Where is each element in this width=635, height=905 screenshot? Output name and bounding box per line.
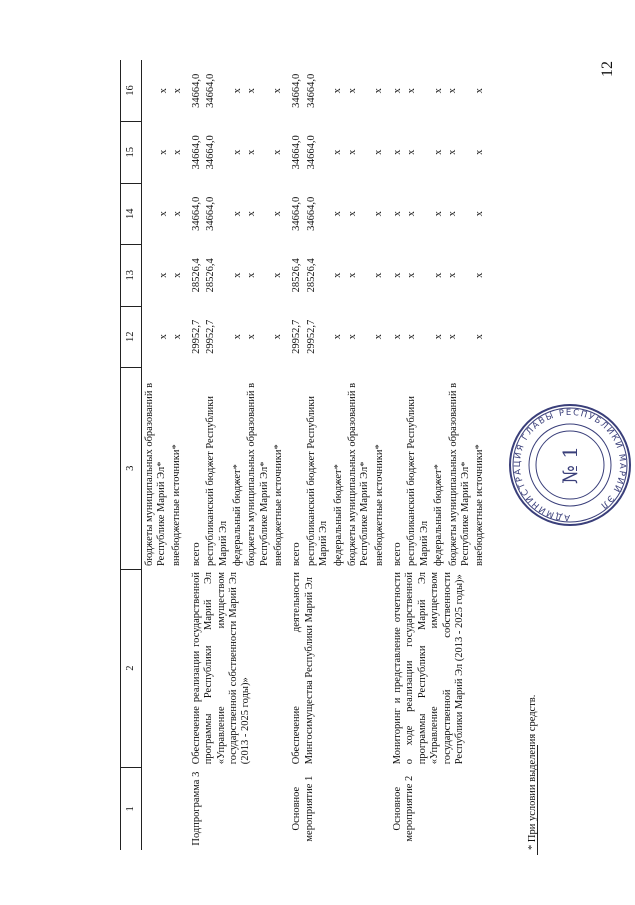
value-cell: x bbox=[231, 334, 243, 340]
value-cell: 34664,0 bbox=[291, 73, 303, 108]
value-cell: x bbox=[392, 88, 403, 94]
row-name: Обеспечение деятельности Мингосимущества Республики Марий Эл bbox=[291, 572, 315, 765]
value-cell: x bbox=[272, 149, 284, 155]
value-cell: x bbox=[158, 272, 169, 278]
value-cell: x bbox=[272, 211, 284, 217]
source-label: республиканский бюджет Республики Марий Эл bbox=[406, 396, 430, 567]
table-row-main-activity-2 bbox=[390, 60, 491, 850]
value-cell: x bbox=[406, 272, 418, 278]
value-cell: x bbox=[346, 211, 358, 217]
value-cell: x bbox=[372, 334, 384, 340]
value-cell: x bbox=[245, 272, 257, 278]
value-cell: x bbox=[473, 272, 485, 278]
stamp-number: № 1 bbox=[558, 445, 582, 485]
source-label: внебюджетные источники* bbox=[273, 444, 284, 567]
budget-table bbox=[120, 60, 491, 850]
value-cell: x bbox=[392, 334, 403, 340]
value-cell: x bbox=[432, 272, 444, 278]
value-cell: x bbox=[447, 88, 459, 94]
table-row-main-activity-1 bbox=[289, 60, 390, 850]
value-cell: x bbox=[406, 334, 418, 340]
value-cell: x bbox=[158, 334, 169, 340]
value-cell: x bbox=[432, 149, 444, 155]
source-label: федеральный бюджет* bbox=[231, 464, 243, 567]
header-col-2: 2 bbox=[121, 569, 142, 767]
row-label: Основное мероприятие 1 bbox=[291, 775, 315, 842]
value-cell: x bbox=[272, 334, 284, 340]
value-cell: x bbox=[372, 272, 384, 278]
footnote: * При условии выделения средств. bbox=[527, 694, 538, 850]
source-label: республиканский бюджет Республики Марий Эл bbox=[205, 396, 229, 567]
value-cell: x bbox=[406, 211, 418, 217]
header-col-16: 16 bbox=[121, 60, 142, 122]
value-cell: x bbox=[245, 88, 257, 94]
value-cell: x bbox=[332, 334, 344, 340]
value-cell: x bbox=[332, 211, 344, 217]
source-label: федеральный бюджет* bbox=[332, 464, 344, 567]
page-number: 12 bbox=[599, 61, 616, 77]
stamp-ring-text: АДМИНИСТРАЦИЯ ГЛАВЫ РЕСПУБЛИКИ МАРИЙ ЭЛ bbox=[512, 407, 628, 523]
source-label: внебюджетные источники* bbox=[474, 444, 486, 567]
value-cell: 34664,0 bbox=[305, 135, 317, 170]
header-col-12: 12 bbox=[121, 306, 142, 368]
value-cell: 34664,0 bbox=[291, 196, 303, 231]
value-cell: x bbox=[172, 272, 184, 278]
source-label: бюджеты муниципальных образований в Республике Марий Эл* bbox=[144, 382, 168, 567]
value-cell: x bbox=[172, 149, 184, 155]
source-label: всего bbox=[392, 542, 403, 567]
value-cell: 34664,0 bbox=[205, 73, 217, 108]
value-cell: x bbox=[372, 88, 384, 94]
value-cell: 28526,4 bbox=[205, 258, 217, 293]
value-cell: x bbox=[447, 334, 459, 340]
source-label: республиканский бюджет Республики Марий Эл bbox=[305, 396, 330, 567]
value-cell: 34664,0 bbox=[205, 135, 217, 170]
value-cell: x bbox=[392, 149, 403, 155]
value-cell: x bbox=[346, 88, 358, 94]
header-col-15: 15 bbox=[121, 122, 142, 184]
value-cell: x bbox=[172, 211, 184, 217]
value-cell: x bbox=[245, 211, 257, 217]
value-cell: 34664,0 bbox=[291, 135, 303, 170]
value-cell: x bbox=[231, 272, 243, 278]
value-cell: x bbox=[473, 149, 485, 155]
value-cell: x bbox=[372, 211, 384, 217]
row-label: Подпрограмма 3 bbox=[190, 771, 202, 846]
value-cell: x bbox=[447, 211, 459, 217]
source-label: внебюджетные источники* bbox=[373, 444, 385, 567]
header-col-1: 1 bbox=[121, 767, 142, 850]
header-col-3: 3 bbox=[121, 368, 142, 569]
value-cell: 29952,7 bbox=[291, 319, 303, 354]
value-cell: 29952,7 bbox=[205, 319, 217, 354]
value-cell: x bbox=[158, 88, 169, 94]
value-cell: 34664,0 bbox=[205, 196, 217, 231]
value-cell: 28526,4 bbox=[305, 258, 317, 293]
value-cell: x bbox=[447, 272, 459, 278]
value-cell: x bbox=[172, 334, 184, 340]
value-cell: x bbox=[473, 88, 485, 94]
value-cell: 28526,4 bbox=[190, 258, 202, 293]
value-cell: x bbox=[346, 149, 358, 155]
value-cell: x bbox=[432, 88, 444, 94]
row-name: Мониторинг и представление отчетности о ходе реализации государственной программы Республики Марий Эл «Управление имуществом государственной собственности Республики Марий Эл (2013 - 2025 годы)» bbox=[392, 572, 465, 765]
value-cell: 29952,7 bbox=[190, 319, 202, 354]
value-cell: x bbox=[245, 334, 257, 340]
value-cell: x bbox=[272, 272, 284, 278]
header-col-13: 13 bbox=[121, 245, 142, 307]
value-cell: x bbox=[231, 211, 243, 217]
header-col-14: 14 bbox=[121, 183, 142, 245]
value-cell: 28526,4 bbox=[291, 258, 303, 293]
value-cell: x bbox=[245, 149, 257, 155]
value-cell: x bbox=[473, 334, 485, 340]
value-cell: 34664,0 bbox=[190, 73, 202, 108]
table-row-continuation bbox=[142, 60, 189, 850]
value-cell: x bbox=[332, 88, 344, 94]
value-cell: x bbox=[447, 149, 459, 155]
value-cell: x bbox=[432, 334, 444, 340]
official-seal-stamp bbox=[505, 400, 635, 530]
value-cell: x bbox=[332, 272, 344, 278]
value-cell: 34664,0 bbox=[190, 196, 202, 231]
value-cell: x bbox=[432, 211, 444, 217]
value-cell: x bbox=[231, 88, 243, 94]
value-cell: 34664,0 bbox=[190, 135, 202, 170]
source-label: федеральный бюджет* bbox=[433, 464, 445, 567]
value-cell: x bbox=[372, 149, 384, 155]
value-cell: 34664,0 bbox=[305, 73, 317, 108]
table-row-subprogram-3 bbox=[189, 60, 290, 850]
value-cell: x bbox=[406, 149, 418, 155]
value-cell: x bbox=[346, 334, 358, 340]
value-cell: x bbox=[392, 272, 403, 278]
value-cell: x bbox=[392, 211, 403, 217]
value-cell: x bbox=[332, 149, 344, 155]
value-cell: 34664,0 bbox=[305, 196, 317, 231]
source-label: всего bbox=[190, 542, 202, 567]
value-cell: x bbox=[272, 88, 284, 94]
value-cell: x bbox=[158, 211, 169, 217]
source-label: бюджеты муниципальных образований в Республике Марий Эл* bbox=[447, 382, 471, 567]
source-label: всего bbox=[291, 542, 303, 567]
value-cell: 29952,7 bbox=[305, 319, 317, 354]
source-label: бюджеты муниципальных образований в Республике Марий Эл* bbox=[246, 382, 270, 567]
value-cell: x bbox=[346, 272, 358, 278]
source-label: внебюджетные источники* bbox=[170, 444, 182, 567]
row-label: Основное мероприятие 2 bbox=[392, 775, 416, 842]
value-cell: x bbox=[473, 211, 485, 217]
value-cell: x bbox=[406, 88, 418, 94]
source-label: бюджеты муниципальных образований в Республике Марий Эл* bbox=[346, 382, 371, 567]
value-cell: x bbox=[172, 88, 184, 94]
header-row bbox=[121, 60, 142, 850]
value-cell: x bbox=[158, 149, 169, 155]
row-name: Обеспечение реализации государственной программы Республики Марий Эл «Управление имуществом государственной собственности Марий Эл (2013 - 2025 годы)» bbox=[190, 572, 252, 765]
value-cell: x bbox=[231, 149, 243, 155]
